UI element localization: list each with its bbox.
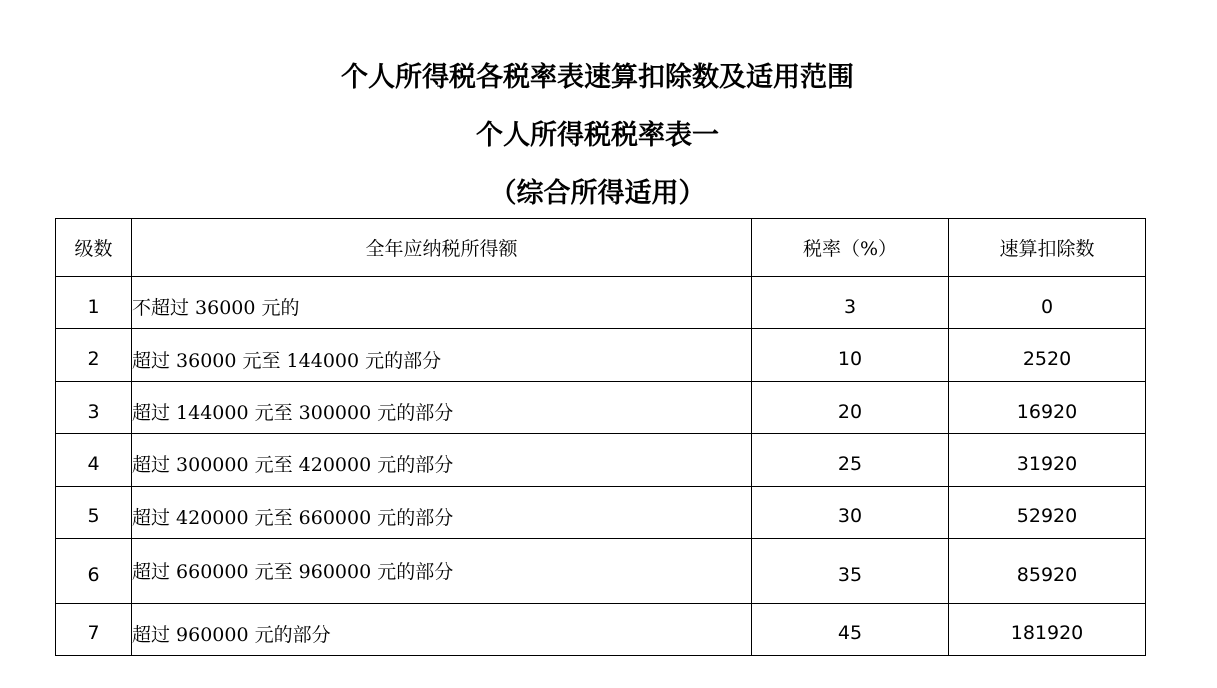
header-income-range: 全年应纳税所得额 [132,219,752,277]
cell-level: 3 [56,381,132,433]
cell-level: 6 [56,539,132,604]
cell-quick-deduction: 181920 [949,603,1146,655]
cell-tax-rate: 10 [752,329,949,381]
table-row [56,603,1146,655]
cell-tax-rate: 45 [752,603,949,655]
cell-quick-deduction: 2520 [949,329,1146,381]
table-row [56,486,1146,538]
header-quick-deduction: 速算扣除数 [949,219,1146,277]
cell-level: 1 [56,277,132,329]
cell-income-range: 超过 144000 元至 300000 元的部分 [132,381,752,433]
cell-tax-rate: 35 [752,539,949,604]
cell-level: 5 [56,486,132,538]
cell-income-range: 超过 960000 元的部分 [132,603,752,655]
page-title: 个人所得税各税率表速算扣除数及适用范围 [341,62,854,93]
cell-quick-deduction: 0 [949,277,1146,329]
table-header-row [56,219,1146,277]
tax-rate-table [55,218,1146,656]
cell-quick-deduction: 16920 [949,381,1146,433]
table-row [56,277,1146,329]
cell-income-range: 超过 420000 元至 660000 元的部分 [132,486,752,538]
cell-quick-deduction: 52920 [949,486,1146,538]
cell-tax-rate: 20 [752,381,949,433]
cell-income-range: 不超过 36000 元的 [132,277,752,329]
cell-income-range: 超过 660000 元至 960000 元的部分 [132,539,752,604]
cell-quick-deduction: 85920 [949,539,1146,604]
table-row [56,434,1146,486]
cell-tax-rate: 3 [752,277,949,329]
table-row [56,381,1146,433]
cell-level: 2 [56,329,132,381]
cell-quick-deduction: 31920 [949,434,1146,486]
cell-income-range: 超过 36000 元至 144000 元的部分 [132,329,752,381]
header-level: 级数 [56,219,132,277]
table-title: 个人所得税税率表一 [476,120,719,151]
table-row [56,539,1146,604]
table-row [56,329,1146,381]
cell-level: 4 [56,434,132,486]
cell-tax-rate: 25 [752,434,949,486]
cell-level: 7 [56,603,132,655]
cell-income-range: 超过 300000 元至 420000 元的部分 [132,434,752,486]
table-scope-note: （综合所得适用） [489,178,706,209]
cell-tax-rate: 30 [752,486,949,538]
header-tax-rate: 税率（%） [752,219,949,277]
